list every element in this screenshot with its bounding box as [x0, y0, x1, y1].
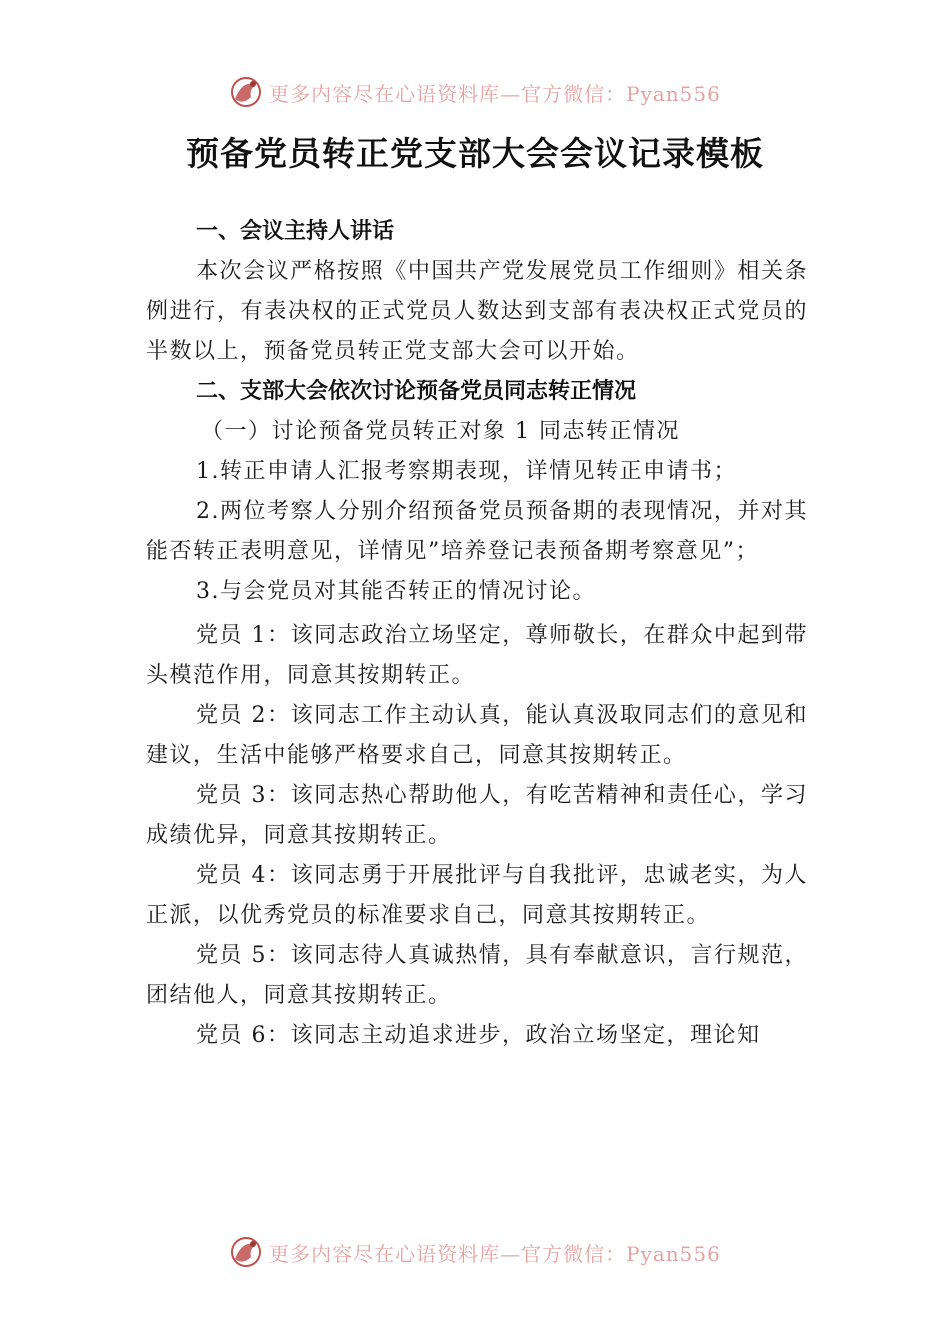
member-comment: 党员 2：该同志工作主动认真，能认真汲取同志们的意见和建议，生活中能够严格要求自己，同意其按期转正。 [146, 703, 808, 768]
member-comment: 党员 5：该同志待人真诚热情，具有奉献意识，言行规范，团结他人，同意其按期转正。 [146, 943, 808, 1008]
watermark-header [0, 72, 950, 112]
member-comment: 党员 6：该同志主动追求进步，政治立场坚定，理论知 [196, 1023, 761, 1048]
member-comment: 党员 3：该同志热心帮助他人，有吃苦精神和责任心，学习成绩优异，同意其按期转正。 [146, 783, 808, 848]
seal-icon [229, 1235, 263, 1269]
paragraph: 本次会议严格按照《中国共产党发展党员工作细则》相关条例进行，有表决权的正式党员人数达到支部有表决权正式党员的半数以上，预备党员转正党支部大会可以开始。 [146, 259, 808, 364]
seal-icon [229, 75, 263, 109]
watermark-footer [0, 1232, 950, 1272]
section-heading-1: 一、会议主持人讲话 [196, 219, 395, 244]
paragraph: 3.与会党员对其能否转正的情况讨论。 [196, 579, 596, 604]
member-comment: 党员 1：该同志政治立场坚定，尊师敬长，在群众中起到带头模范作用，同意其按期转正。 [146, 623, 808, 688]
subsection-heading: （一）讨论预备党员转正对象 1 同志转正情况 [201, 419, 680, 444]
document-body [146, 212, 808, 1056]
paragraph: 1.转正申请人汇报考察期表现，详情见转正申请书； [196, 459, 737, 484]
watermark-text: 更多内容尽在心语资料库—官方微信：Pyan556 [269, 81, 721, 106]
watermark-text: 更多内容尽在心语资料库—官方微信：Pyan556 [269, 1241, 721, 1266]
document-title: 预备党员转正党支部大会会议记录模板 [186, 134, 764, 173]
member-comment: 党员 4：该同志勇于开展批评与自我批评，忠诚老实，为人正派，以优秀党员的标准要求自己，同意其按期转正。 [146, 863, 808, 928]
paragraph: 2.两位考察人分别介绍预备党员预备期的表现情况，并对其能否转正表明意见，详情见”培养登记表预备期考察意见”； [146, 499, 808, 564]
section-heading-2: 二、支部大会依次讨论预备党员同志转正情况 [196, 379, 637, 404]
